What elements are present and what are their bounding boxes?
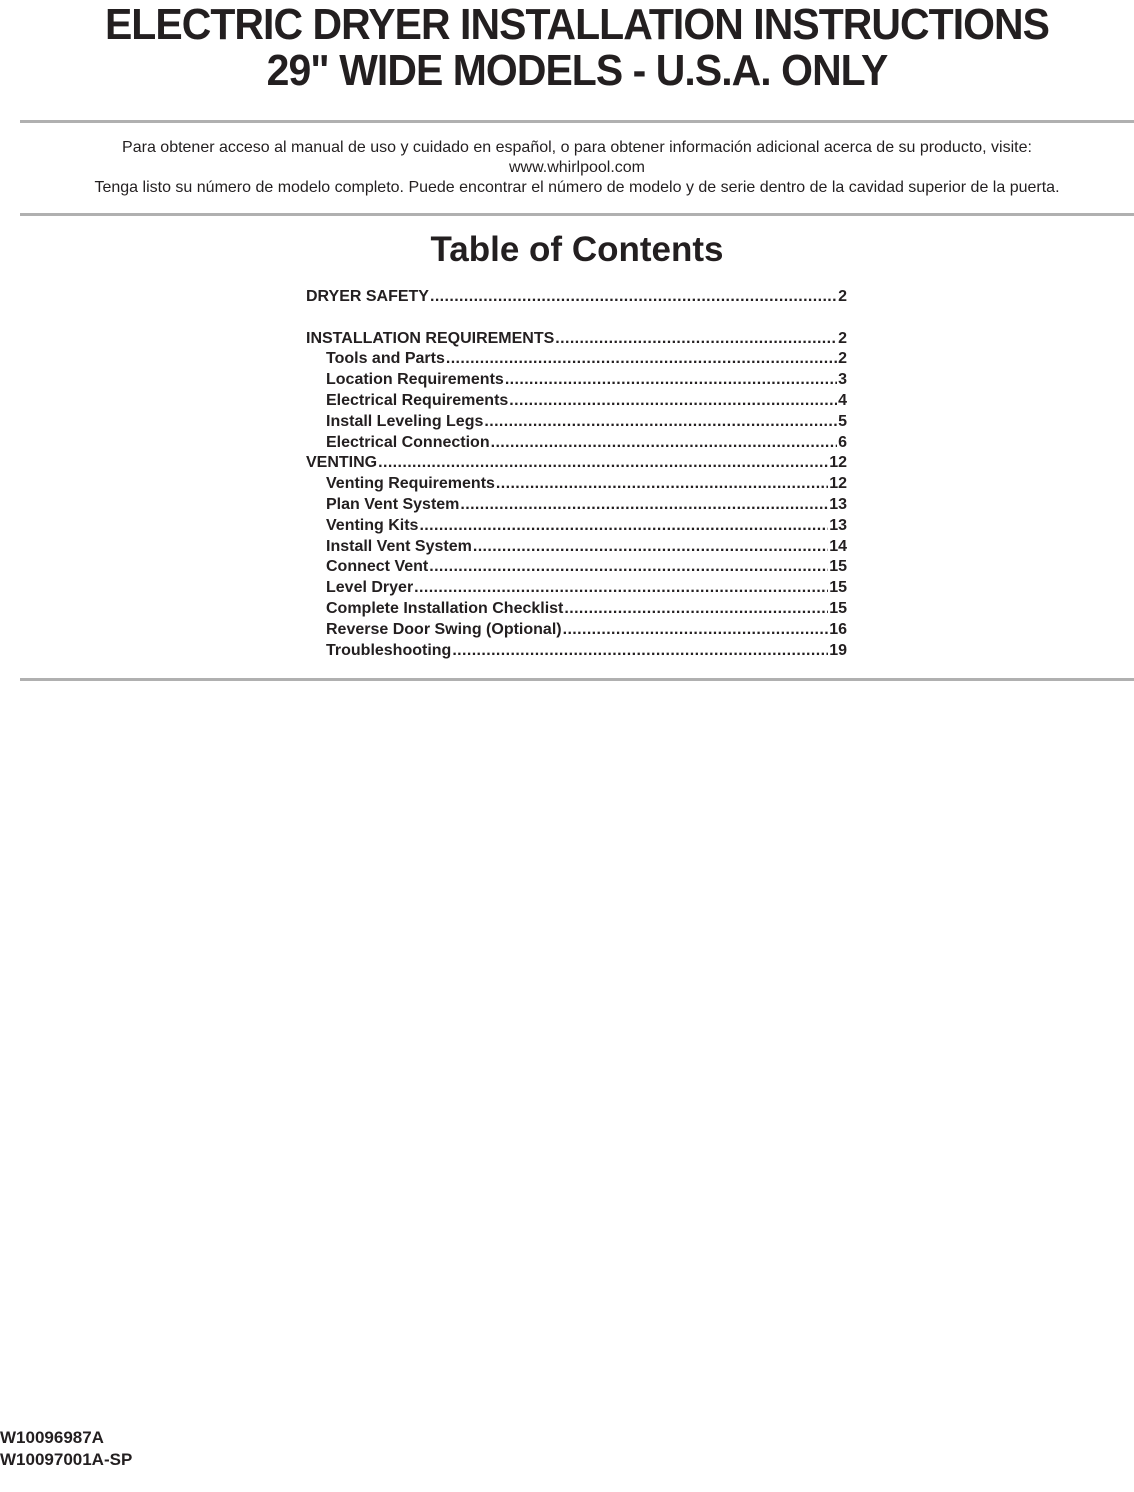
toc-entry-label: Reverse Door Swing (Optional) bbox=[326, 620, 562, 638]
toc-entry-page: 15 bbox=[829, 599, 847, 617]
toc-entry-page: 15 bbox=[829, 579, 847, 597]
toc-entry-page: 13 bbox=[829, 495, 847, 513]
document-title bbox=[59, 2, 1095, 94]
notice-line-3: Tenga listo su número de modelo completo. Puede encontrar el número de modelo y de serie dentro de la cavidad superior de la puerta. bbox=[94, 179, 1060, 196]
toc-entry[interactable] bbox=[306, 391, 847, 412]
toc-entry[interactable] bbox=[306, 495, 847, 516]
toc-dot-leader bbox=[509, 391, 837, 412]
toc-entry-page: 2 bbox=[838, 329, 847, 347]
toc-entry-page: 14 bbox=[829, 537, 847, 555]
divider-top bbox=[20, 120, 1134, 123]
toc-entry-page: 19 bbox=[829, 641, 847, 659]
toc-entry-page: 2 bbox=[838, 288, 847, 305]
toc-entry-label: Install Vent System bbox=[326, 537, 472, 555]
toc-dot-leader bbox=[491, 433, 838, 454]
toc-entry[interactable] bbox=[306, 370, 847, 391]
notice-url: www.whirlpool.com bbox=[508, 159, 646, 176]
toc-dot-leader bbox=[446, 349, 837, 370]
toc-entry-label: INSTALLATION REQUIREMENTS bbox=[306, 329, 555, 347]
toc-entry-label: Location Requirements bbox=[326, 371, 504, 389]
toc-dot-leader bbox=[414, 578, 828, 599]
toc-dot-leader bbox=[505, 370, 837, 391]
toc-entry-page: 15 bbox=[829, 558, 847, 576]
toc-entry-label: Venting Requirements bbox=[326, 475, 495, 493]
toc-entry-page: 13 bbox=[829, 516, 847, 534]
toc-entry[interactable] bbox=[306, 641, 847, 662]
toc-dot-leader bbox=[555, 329, 837, 350]
toc-entry-label: Complete Installation Checklist bbox=[326, 599, 564, 617]
toc-entry-label: Electrical Connection bbox=[326, 433, 490, 451]
document-part-numbers bbox=[0, 1427, 132, 1471]
toc-entry-label: Install Leveling Legs bbox=[326, 412, 484, 430]
toc-dot-leader bbox=[564, 599, 828, 620]
toc-entry-label: Level Dryer bbox=[326, 579, 414, 597]
toc-entry-page: 5 bbox=[838, 412, 847, 430]
toc-entry[interactable] bbox=[306, 620, 847, 641]
toc-entry-label: Venting Kits bbox=[326, 516, 419, 534]
notice-line-1: Para obtener acceso al manual de uso y cuidado en español, o para obtener información adicional acerca de su producto, visite: bbox=[122, 139, 1032, 156]
toc-entry-label: Troubleshooting bbox=[326, 641, 452, 659]
toc-entry[interactable] bbox=[306, 557, 847, 578]
toc-entry-page: 3 bbox=[838, 371, 847, 389]
toc-entry-page: 12 bbox=[829, 454, 847, 472]
divider-middle bbox=[20, 213, 1134, 216]
toc-entry[interactable] bbox=[306, 516, 847, 537]
toc-entry-page: 2 bbox=[838, 350, 847, 368]
toc-entry-label: Plan Vent System bbox=[326, 495, 460, 513]
toc-entry-label: VENTING bbox=[306, 454, 378, 472]
title-line-2: 29" WIDE MODELS - U.S.A. ONLY bbox=[266, 46, 888, 95]
table-of-contents bbox=[306, 287, 847, 661]
divider-bottom bbox=[20, 678, 1134, 681]
toc-entry-label: Electrical Requirements bbox=[326, 391, 509, 409]
toc-dot-leader bbox=[419, 516, 828, 537]
toc-dot-leader bbox=[430, 287, 837, 308]
toc-dot-leader bbox=[378, 453, 828, 474]
toc-entry-label: Connect Vent bbox=[326, 558, 429, 576]
toc-title: Table of Contents bbox=[430, 230, 724, 269]
title-line-1: ELECTRIC DRYER INSTALLATION INSTRUCTIONS bbox=[104, 0, 1050, 49]
toc-entry[interactable] bbox=[306, 537, 847, 558]
toc-dot-leader bbox=[484, 412, 837, 433]
toc-entry[interactable] bbox=[306, 578, 847, 599]
toc-entry[interactable] bbox=[306, 453, 847, 474]
toc-entry-page: 16 bbox=[829, 620, 847, 638]
toc-dot-leader bbox=[452, 641, 828, 662]
spanish-notice bbox=[20, 138, 1134, 198]
toc-dot-leader bbox=[429, 557, 828, 578]
toc-entry-page: 6 bbox=[838, 433, 847, 451]
toc-dot-leader bbox=[496, 474, 828, 495]
toc-entry[interactable] bbox=[306, 329, 847, 350]
toc-entry-page: 12 bbox=[829, 475, 847, 493]
toc-entry[interactable] bbox=[306, 599, 847, 620]
part-number-english: W10096987A bbox=[0, 1428, 104, 1447]
toc-entry[interactable] bbox=[306, 412, 847, 433]
toc-entry-page: 4 bbox=[838, 391, 847, 409]
toc-entry-label: Tools and Parts bbox=[326, 350, 445, 368]
toc-dot-leader bbox=[563, 620, 829, 641]
toc-entry[interactable] bbox=[306, 433, 847, 454]
toc-entry-label: DRYER SAFETY bbox=[306, 288, 429, 305]
toc-entry[interactable] bbox=[306, 287, 847, 308]
part-number-spanish: W10097001A-SP bbox=[0, 1450, 133, 1469]
toc-entry[interactable] bbox=[306, 474, 847, 495]
toc-entry[interactable] bbox=[306, 349, 847, 370]
toc-dot-leader bbox=[473, 537, 828, 558]
toc-dot-leader bbox=[460, 495, 828, 516]
